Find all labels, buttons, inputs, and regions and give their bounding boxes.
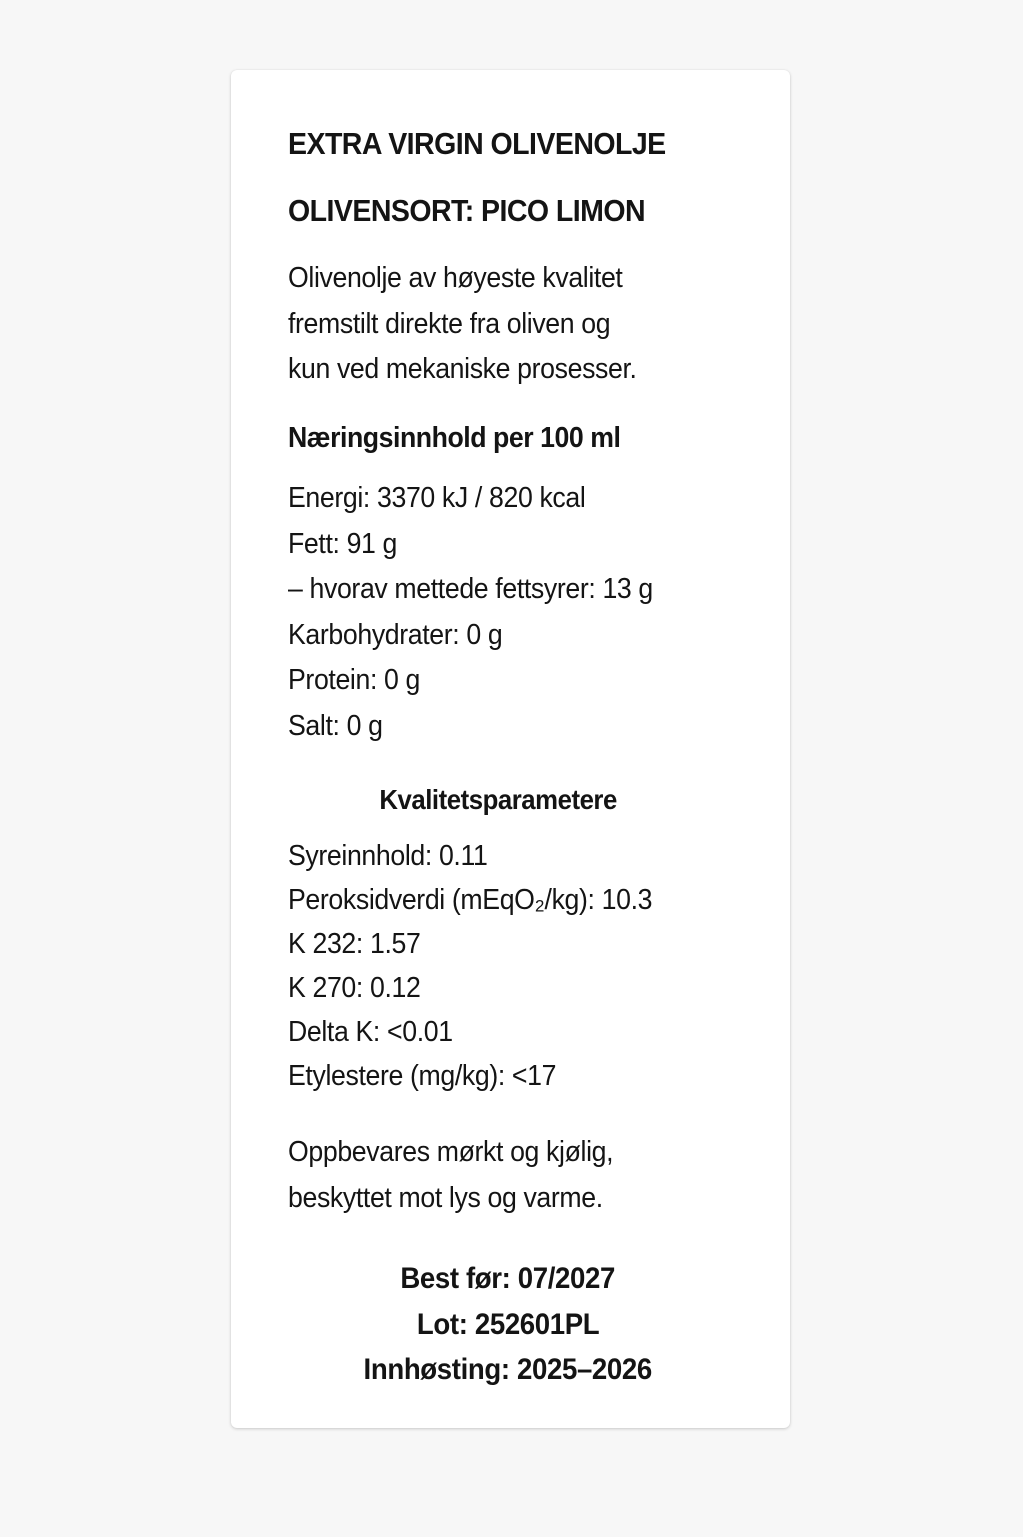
quality-list — [288, 834, 758, 1098]
quality-item-peroxide: Peroksidverdi (mEqO₂/kg): 10.3 — [288, 884, 653, 916]
nutrition-item-carbohydrates: Karbohydrater: 0 g — [288, 618, 503, 651]
quality-item-ethyl-esters: Etylestere (mg/kg): <17 — [288, 1060, 557, 1092]
storage-instructions — [288, 1130, 758, 1221]
nutrition-item-saturated-fat: – hvorav mettede fettsyrer: 13 g — [288, 573, 653, 605]
quality-item-k270: K 270: 0.12 — [288, 972, 421, 1004]
quality-heading — [288, 784, 708, 816]
label-footer — [288, 1256, 728, 1393]
nutrition-heading: Næringsinnhold per 100 ml — [288, 422, 621, 454]
quality-item-k232: K 232: 1.57 — [288, 928, 421, 960]
product-description — [288, 256, 758, 393]
storage-line: Oppbevares mørkt og kjølig, — [288, 1136, 614, 1168]
best-before: Best før: 07/2027 — [400, 1262, 616, 1295]
lot-number: Lot: 252601PL — [416, 1307, 600, 1341]
nutrition-item-protein: Protein: 0 g — [288, 664, 421, 696]
description-line: Olivenolje av høyeste kvalitet — [288, 262, 623, 294]
quality-item-delta-k: Delta K: <0.01 — [288, 1016, 453, 1048]
nutrition-list — [288, 476, 758, 749]
product-label — [231, 70, 790, 1428]
description-line: kun ved mekaniske prosesser. — [288, 353, 637, 385]
nutrition-item-energy: Energi: 3370 kJ / 820 kcal — [288, 482, 586, 514]
quality-heading-text: Kvalitetsparametere — [379, 784, 617, 815]
quality-item-acidity: Syreinnhold: 0.11 — [288, 840, 488, 872]
description-line: fremstilt direkte fra oliven og — [288, 307, 611, 340]
harvest-season: Innhøsting: 2025–2026 — [363, 1353, 653, 1386]
product-title: EXTRA VIRGIN OLIVENOLJE — [288, 126, 666, 161]
nutrition-item-salt: Salt: 0 g — [288, 709, 383, 742]
nutrition-item-fat: Fett: 91 g — [288, 527, 398, 560]
storage-line: beskyttet mot lys og varme. — [288, 1181, 603, 1214]
olive-variety: OLIVENSORT: PICO LIMON — [288, 193, 646, 228]
